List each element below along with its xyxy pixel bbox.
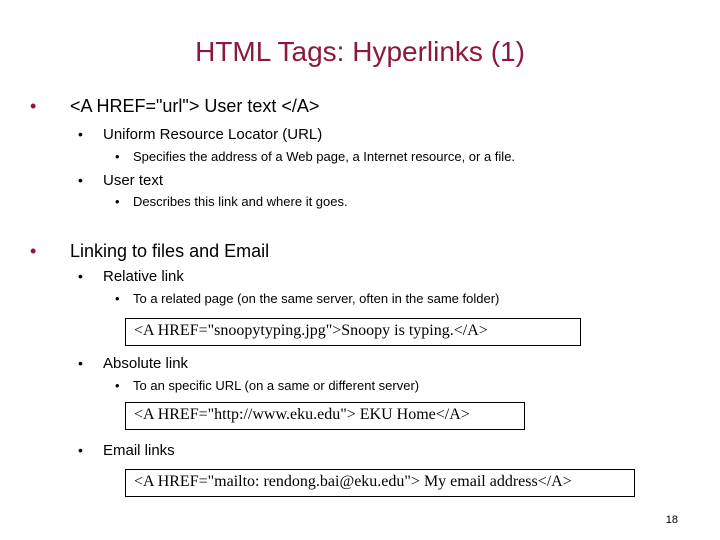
- bullet-icon: •: [78, 172, 83, 188]
- slide-title: HTML Tags: Hyperlinks (1): [195, 36, 525, 67]
- bullet-icon: •: [115, 194, 120, 209]
- bullet-icon: •: [78, 355, 83, 371]
- sub-item-text: Absolute link: [103, 355, 189, 372]
- detail-text: Specifies the address of a Web page, a Internet resource, or a file.: [133, 149, 516, 164]
- bullet-icon: •: [30, 96, 37, 116]
- bullet-icon: •: [78, 126, 83, 142]
- bullet-icon: •: [30, 241, 37, 261]
- bullet-icon: •: [78, 442, 83, 458]
- sub-item-text: Relative link: [103, 268, 184, 285]
- bullet-text: Linking to files and Email: [70, 241, 270, 261]
- code-box-absolute-link: <A HREF="http://www.eku.edu"> EKU Home</A>: [125, 402, 525, 430]
- bullet-icon: •: [78, 268, 83, 284]
- sub-item-text: Email links: [103, 442, 175, 459]
- sub-item-text: Uniform Resource Locator (URL): [103, 126, 323, 143]
- detail-text: Describes this link and where it goes.: [133, 194, 348, 209]
- sub-item-text: User text: [103, 172, 164, 189]
- page-number: 18: [665, 514, 678, 526]
- bullet-icon: •: [115, 378, 120, 393]
- bullet-icon: •: [115, 149, 120, 164]
- detail-text: To a related page (on the same server, often in the same folder): [133, 291, 500, 306]
- code-box-relative-link: <A HREF="snoopytyping.jpg">Snoopy is typing.</A>: [125, 318, 581, 346]
- detail-text: To an specific URL (on a same or different server): [133, 378, 420, 393]
- code-box-email-link: <A HREF="mailto: rendong.bai@eku.edu"> My email address</A>: [125, 469, 635, 497]
- bullet-text: <A HREF="url"> User text </A>: [70, 96, 320, 116]
- bullet-icon: •: [115, 291, 120, 306]
